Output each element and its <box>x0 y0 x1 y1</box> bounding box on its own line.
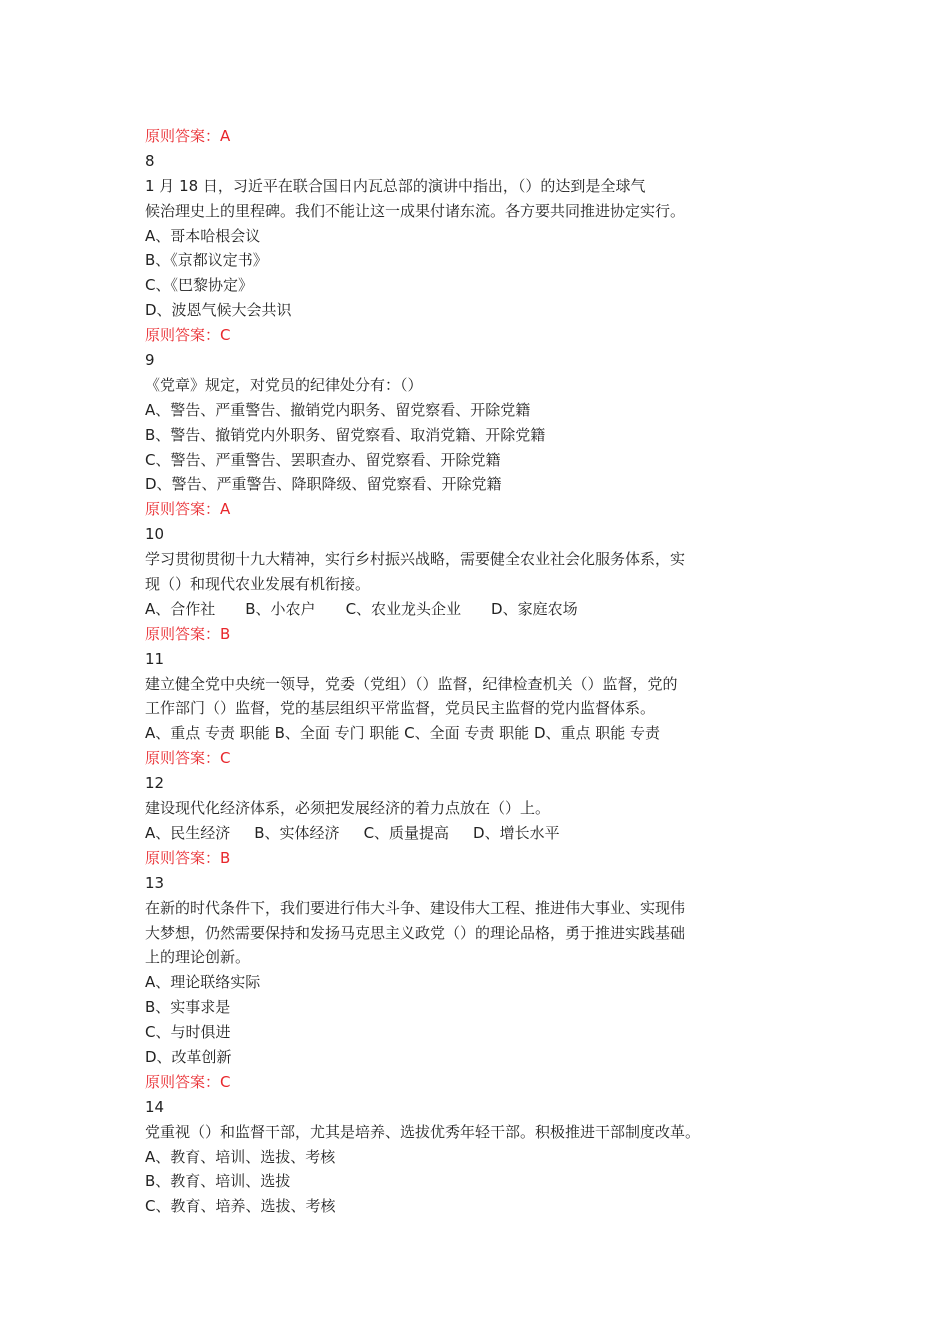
question-text: 建立健全党中央统一领导，党委（党组）（）监督，纪律检查机关（）监督，党的 <box>145 674 678 693</box>
option-line: B、警告、撤销党内外职务、留党察看、取消党籍、开除党籍 <box>145 425 546 444</box>
question-number: 14 <box>145 1097 165 1116</box>
option-line: C、警告、严重警告、罢职查办、留党察看、开除党籍 <box>145 450 501 469</box>
question-text: 候治理史上的里程碑。我们不能让这一成果付诸东流。各方要共同推进协定实行。 <box>145 201 686 220</box>
option-line: A、哥本哈根会议 <box>145 226 261 245</box>
option-line: B、《京都议定书》 <box>145 251 268 270</box>
question-text: 现（）和现代农业发展有机衔接。 <box>145 575 371 594</box>
answer-line: 原则答案：C <box>145 749 231 768</box>
option-line: B、实事求是 <box>145 998 231 1017</box>
question-text: 《党章》规定，对党员的纪律处分有：（） <box>145 375 423 394</box>
option-item: C、农业龙头企业 <box>345 599 462 618</box>
answer-line: 原则答案：C <box>145 326 231 345</box>
option-item: D、家庭农场 <box>491 599 578 618</box>
question-text: 建设现代化经济体系，必须把发展经济的着力点放在（）上。 <box>145 799 551 818</box>
option-line: D、警告、严重警告、降职降级、留党察看、开除党籍 <box>145 475 502 494</box>
question-text: 1 月 18 日，习近平在联合国日内瓦总部的演讲中指出，（）的达到是全球气 <box>145 176 646 195</box>
option-item: B、实体经济 <box>254 823 340 842</box>
option-line: D、改革创新 <box>145 1047 232 1066</box>
option-item: C、质量提高 <box>363 823 450 842</box>
question-text: 工作部门（）监督，党的基层组织平常监督，党员民主监督的党内监督体系。 <box>145 699 656 718</box>
question-number: 9 <box>145 351 155 370</box>
option-item: A、合作社 <box>145 599 216 618</box>
answer-line: 原则答案：A <box>145 127 231 145</box>
answer-line: 原则答案：B <box>145 848 231 867</box>
option-line: B、教育、培训、选拔 <box>145 1172 291 1191</box>
answer-line: 原则答案：C <box>145 1072 231 1091</box>
inline-options <box>145 821 785 846</box>
option-line: A、警告、严重警告、撤销党内职务、留党察看、开除党籍 <box>145 400 531 419</box>
answer-line: 原则答案：B <box>145 624 231 643</box>
question-number: 12 <box>145 774 165 793</box>
option-line: D、波恩气候大会共识 <box>145 301 292 320</box>
inline-options <box>145 597 785 622</box>
option-item: B、小农户 <box>245 599 316 618</box>
question-number: 10 <box>145 525 165 544</box>
option-item: D、增长水平 <box>473 823 560 842</box>
option-line: A、理论联络实际 <box>145 973 261 992</box>
option-line: C、与时俱进 <box>145 1023 231 1042</box>
answer-line: 原则答案：A <box>145 500 231 519</box>
option-line: A、教育、培训、选拔、考核 <box>145 1147 336 1166</box>
question-text: 在新的时代条件下，我们要进行伟大斗争、建设伟大工程、推进伟大事业、实现伟 <box>145 898 686 917</box>
question-text: 上的理论创新。 <box>145 948 251 967</box>
question-text: 党重视（）和监督干部，尤其是培养、选拔优秀年轻干部。积极推进干部制度改革。 <box>145 1122 701 1141</box>
option-line: C、教育、培养、选拔、考核 <box>145 1197 336 1216</box>
question-number: 13 <box>145 873 165 892</box>
option-line: C、《巴黎协定》 <box>145 276 253 295</box>
question-number: 8 <box>145 151 155 170</box>
option-item: A、民生经济 <box>145 823 231 842</box>
question-text: 大梦想，仍然需要保持和发扬马克思主义政党（）的理论品格，勇于推进实践基础 <box>145 923 686 942</box>
inline-options: A、重点 专责 职能 B、全面 专门 职能 C、全面 专责 职能 D、重点 职能 专责 <box>145 724 661 743</box>
question-number: 11 <box>145 649 165 668</box>
question-text: 学习贯彻贯彻十九大精神，实行乡村振兴战略，需要健全农业社会化服务体系，实 <box>145 550 686 569</box>
document-body <box>145 124 785 1219</box>
